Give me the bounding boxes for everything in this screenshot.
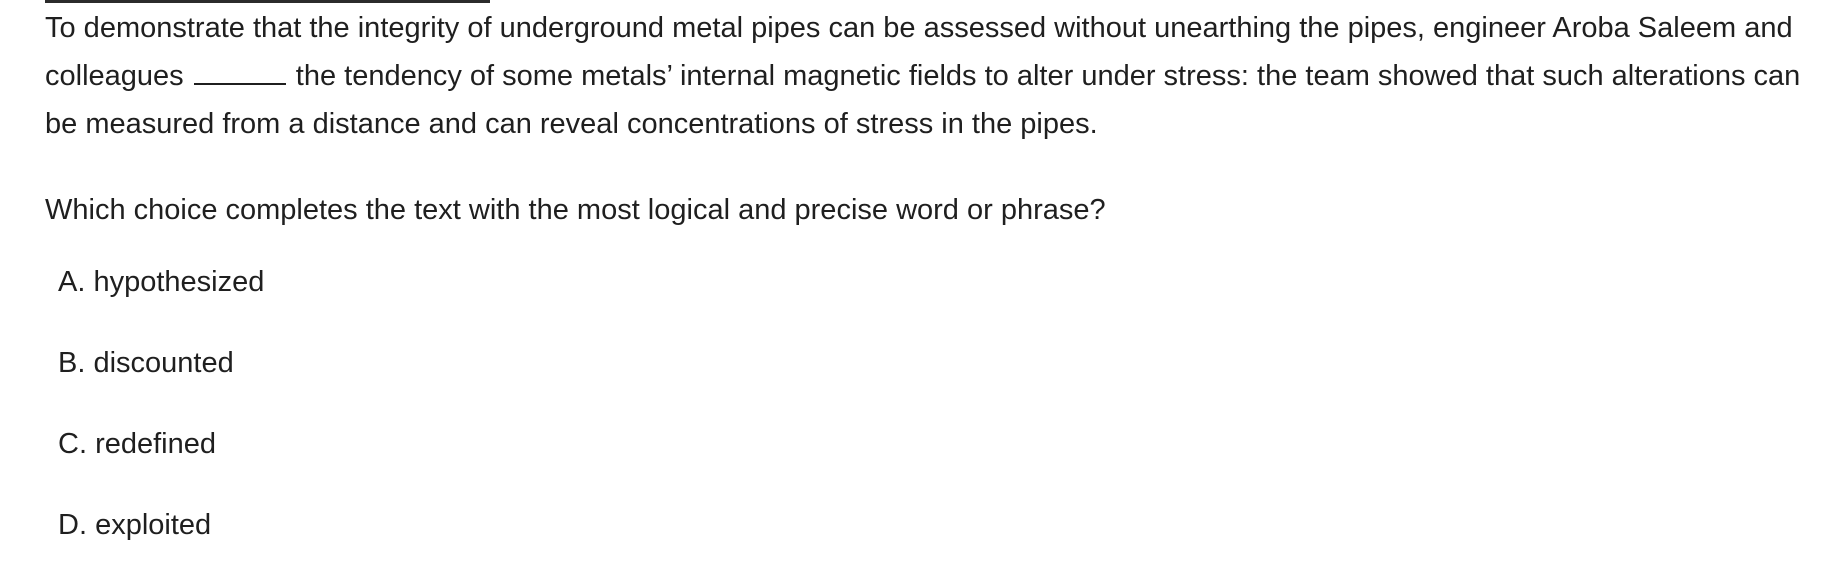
choice-b[interactable]: [58, 339, 264, 420]
choice-d[interactable]: [58, 501, 264, 582]
choice-b-letter: B.: [58, 347, 86, 379]
choice-c-letter: C.: [58, 428, 87, 460]
passage-text: [45, 4, 1815, 148]
choice-d-text: exploited: [95, 509, 212, 541]
answer-choices: [58, 258, 264, 582]
choice-c[interactable]: [58, 420, 264, 501]
choice-a-letter: A.: [58, 266, 86, 298]
passage-after-blank: the tendency of some metals’ internal magnetic fields to alter under stress: the team showed that such alterations can be measured from a distance and can reveal concentrations of stress in the pipes.: [45, 60, 1801, 140]
choice-d-letter: D.: [58, 509, 87, 541]
choice-a[interactable]: [58, 258, 264, 339]
top-rule: [45, 0, 490, 3]
choice-c-text: redefined: [95, 428, 216, 460]
question-prompt: Which choice completes the text with the most logical and precise word or phrase?: [45, 194, 1106, 226]
passage-before-blank: To demonstrate that the integrity of underground metal pipes can be assessed without unearthing the pipes, engineer Aroba Saleem and colleagues: [45, 12, 1793, 92]
answer-blank: [194, 82, 286, 85]
choice-a-text: hypothesized: [93, 266, 265, 298]
choice-b-text: discounted: [93, 347, 234, 379]
